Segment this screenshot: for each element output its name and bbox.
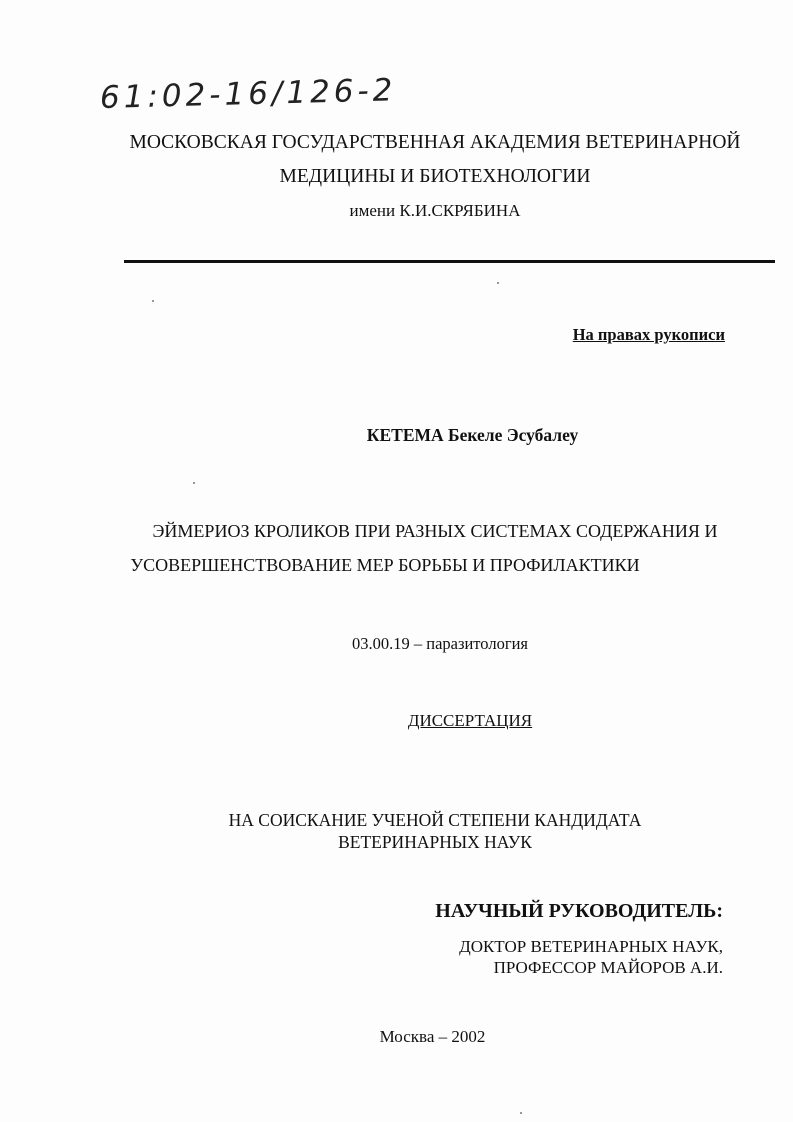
institution-line-2: МЕДИЦИНЫ И БИОТЕХНОЛОГИИ	[279, 166, 591, 187]
supervisor-name: ПРОФЕССОР МАЙОРОВ А.И.	[493, 958, 723, 977]
scan-speck	[520, 1112, 522, 1114]
rights-note: На правах рукописи	[572, 325, 725, 344]
scan-speck	[193, 482, 195, 484]
degree-line-1: НА СОИСКАНИЕ УЧЕНОЙ СТЕПЕНИ КАНДИДАТА	[228, 810, 642, 830]
scan-speck	[152, 300, 154, 302]
institution-line-3: имени К.И.СКРЯБИНА	[349, 201, 521, 220]
supervisor-degree: ДОКТОР ВЕТЕРИНАРНЫХ НАУК,	[459, 937, 723, 956]
scan-speck	[497, 282, 499, 284]
document-type: ДИССЕРТАЦИЯ	[407, 711, 533, 730]
city-year: Москва – 2002	[379, 1027, 486, 1046]
specialty-code: 03.00.19 – паразитология	[351, 634, 529, 653]
header-divider	[124, 260, 775, 263]
institution-line-1: МОСКОВСКАЯ ГОСУДАРСТВЕННАЯ АКАДЕМИЯ ВЕТЕРИНАРНОЙ	[129, 132, 741, 153]
supervisor-heading: НАУЧНЫЙ РУКОВОДИТЕЛЬ:	[435, 900, 723, 922]
degree-line-2: ВЕТЕРИНАРНЫХ НАУК	[338, 832, 532, 852]
dissertation-title-line-1: ЭЙМЕРИОЗ КРОЛИКОВ ПРИ РАЗНЫХ СИСТЕМАХ СОДЕРЖАНИЯ И	[152, 521, 718, 541]
dissertation-title-line-2: УСОВЕРШЕНСТВОВАНИЕ МЕР БОРЬБЫ И ПРОФИЛАКТИКИ	[130, 555, 640, 575]
author-name: КЕТЕМА Бекеле Эсубалеу	[366, 425, 579, 445]
archive-number-handwritten: 61:02-16/126-2	[99, 72, 397, 116]
